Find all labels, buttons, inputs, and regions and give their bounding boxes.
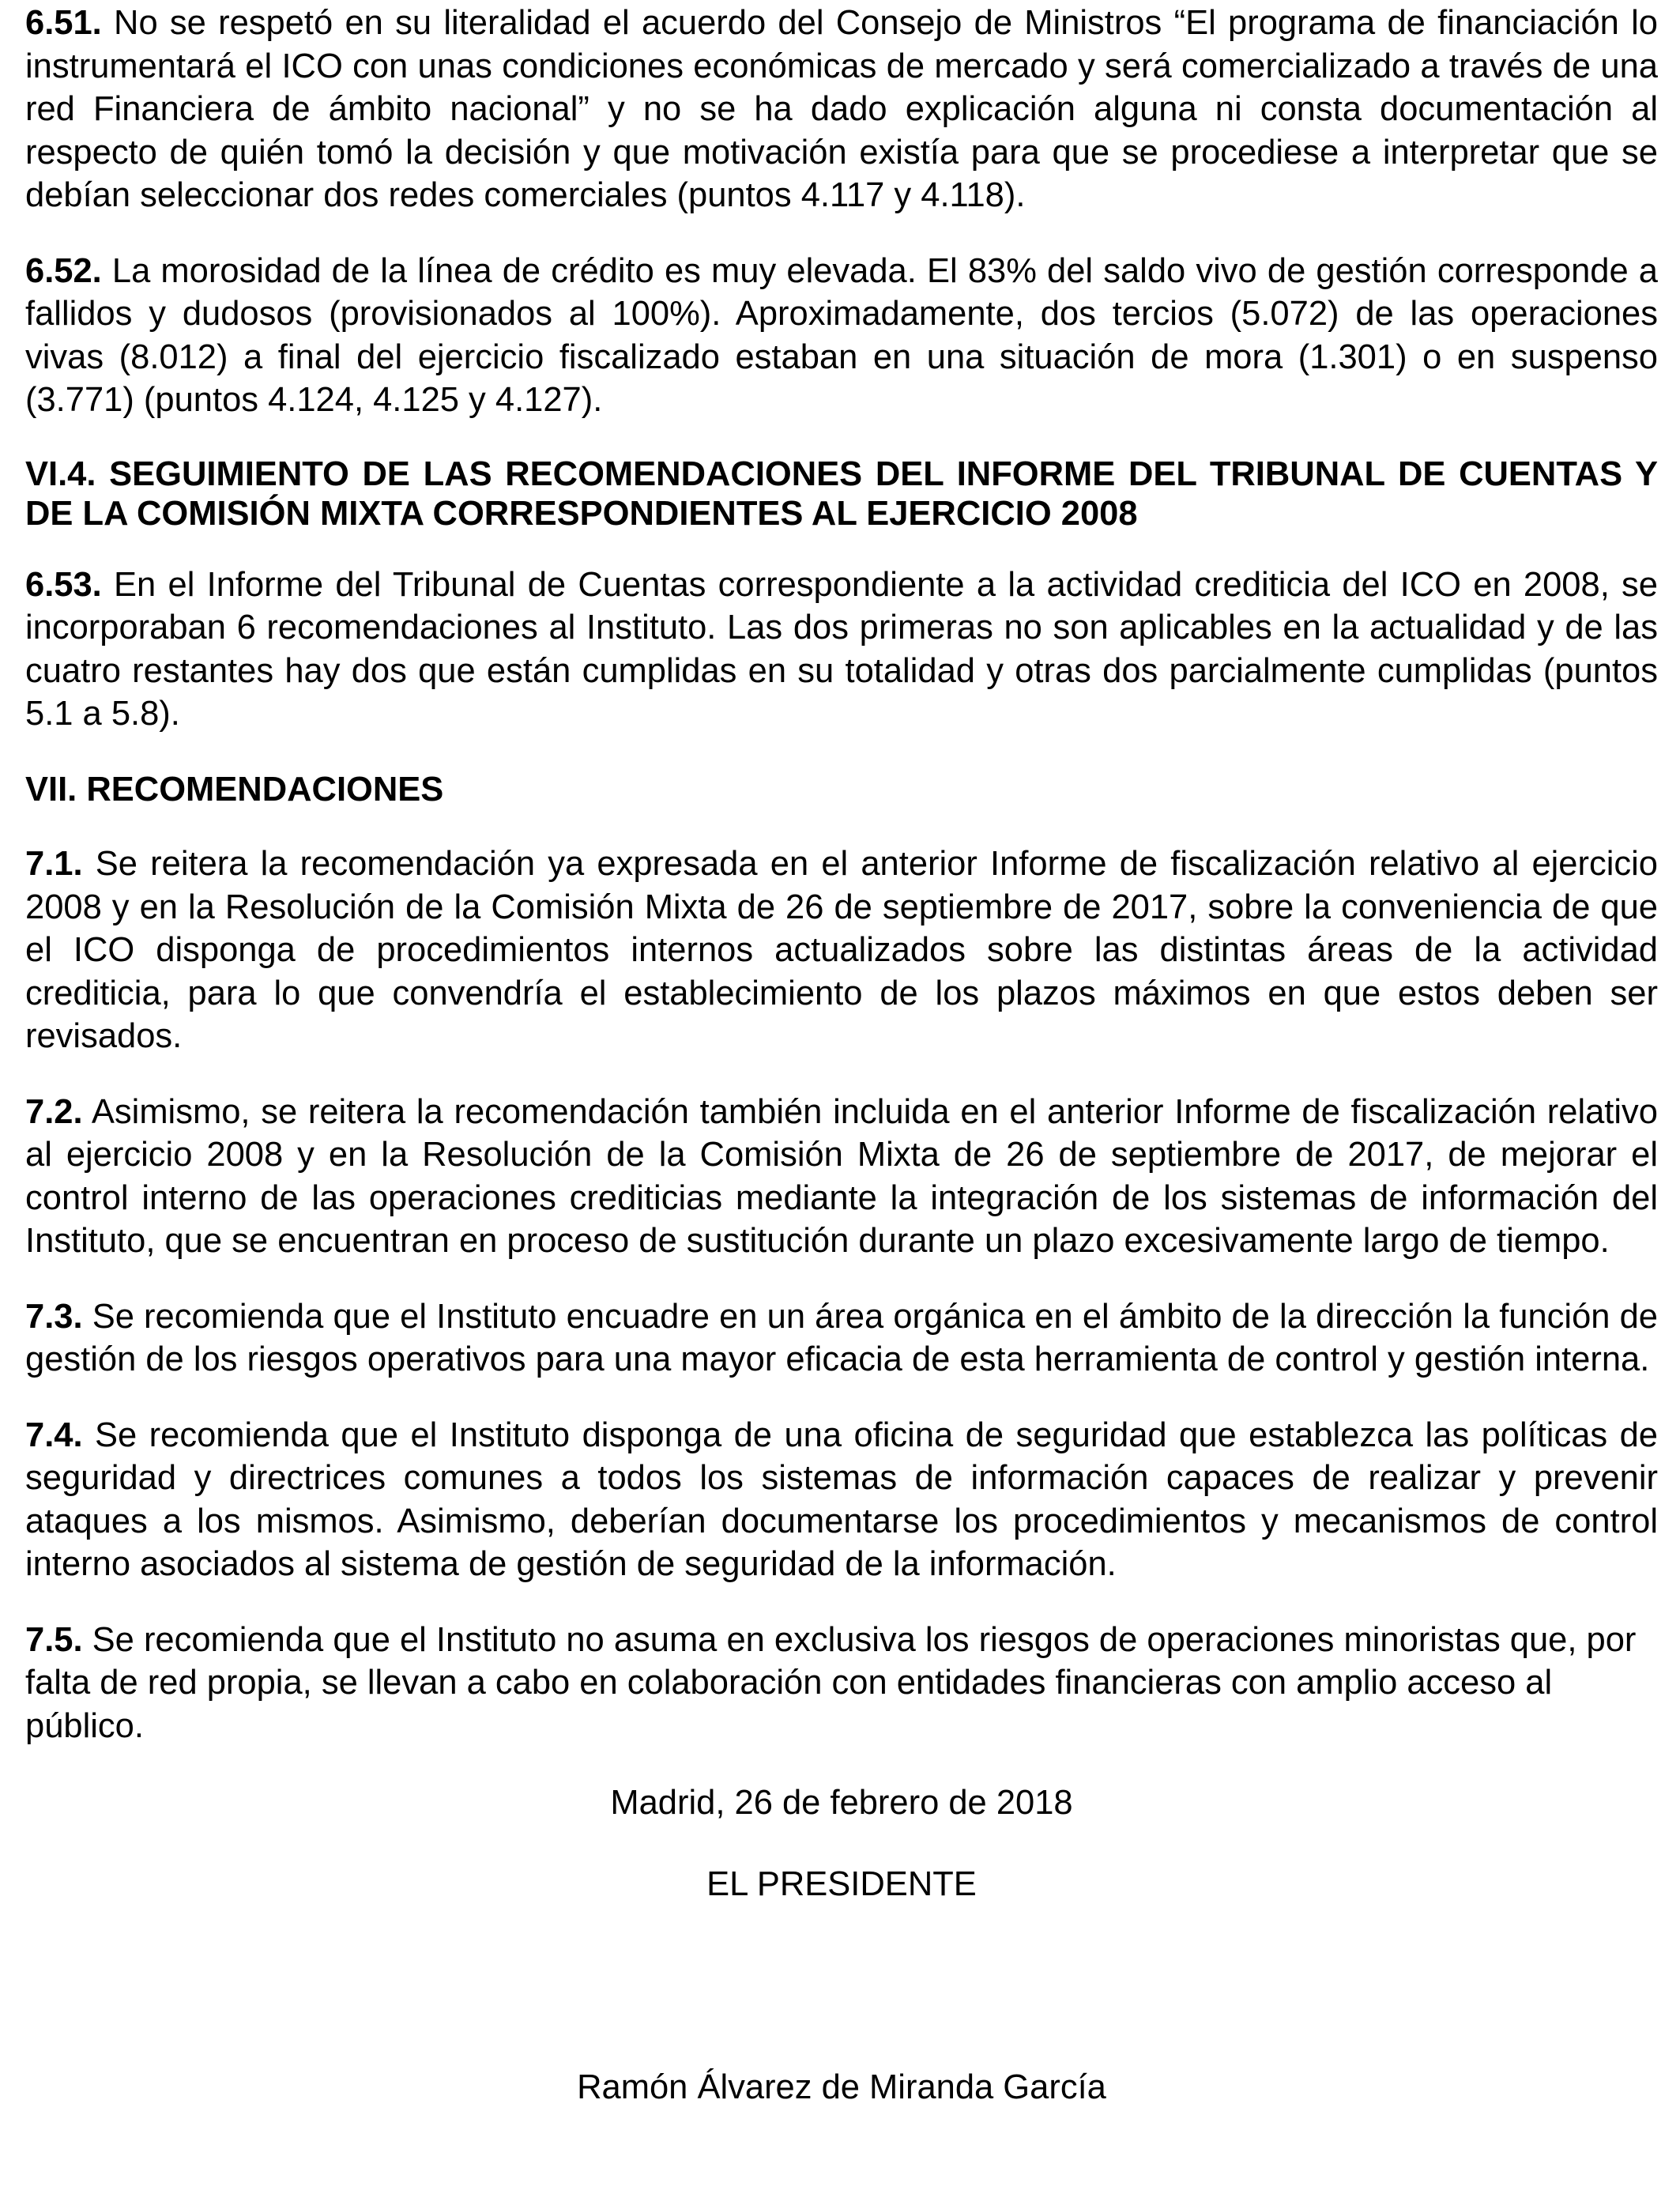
paragraph-number: 6.51.	[25, 4, 102, 42]
recommendation-7-1	[25, 843, 1658, 1058]
paragraph-6-52	[25, 250, 1658, 422]
recommendation-number: 7.5.	[25, 1620, 83, 1659]
paragraph-text: En el Informe del Tribunal de Cuentas correspondiente a la actividad crediticia del ICO en 2008, se incorporaban 6 recomendaciones al Instituto. Las dos primeras no son aplicables en la actualidad y de las cuatro restantes hay dos que están cumplidas en su totalidad y otras dos parcialmente cumplidas (puntos 5.1 a 5.8).	[25, 565, 1658, 733]
recommendation-number: 7.4.	[25, 1416, 83, 1454]
recommendation-text: Se recomienda que el Instituto encuadre en un área orgánica en el ámbito de la dirección la función de gestión de los riesgos operativos para una mayor eficacia de esta herramienta de control y gestión interna.	[25, 1297, 1658, 1378]
paragraph-number: 6.53.	[25, 565, 102, 604]
recommendation-7-5	[25, 1619, 1658, 1748]
signatory-role: EL PRESIDENTE	[706, 1864, 977, 1903]
recommendation-number: 7.1.	[25, 845, 83, 883]
recommendation-number: 7.3.	[25, 1297, 83, 1336]
paragraph-number: 6.52.	[25, 251, 102, 290]
recommendation-7-3	[25, 1295, 1658, 1382]
recommendation-text: Asimismo, se reitera la recomendación también incluida en el anterior Informe de fiscalización relativo al ejercicio 2008 y en la Resolución de la Comisión Mixta de 26 de septiembre de 2017, de mejorar el control interno de las operaciones crediticias mediante la integración de los sistemas de información del Instituto, que se encuentran en proceso de sustitución durante un plazo excesivamente largo de tiempo.	[25, 1092, 1658, 1260]
document-page	[25, 0, 1658, 2109]
section-heading-vi4: VI.4. SEGUIMIENTO DE LAS RECOMENDACIONES DEL INFORME DEL TRIBUNAL DE CUENTAS Y DE LA COMISIÓN MIXTA CORRESPONDIENTES AL EJERCICIO 2008	[25, 454, 1658, 533]
recommendation-7-2	[25, 1091, 1658, 1263]
recommendation-text: Se reitera la recomendación ya expresada en el anterior Informe de fiscalización relativo al ejercicio 2008 y en la Resolución de la Comisión Mixta de 26 de septiembre de 2017, sobre la conveniencia de que el ICO disponga de procedimientos internos actualizados sobre las distintas áreas de la actividad crediticia, para lo que convendría el establecimiento de los plazos máximos en que estos deben ser revisados.	[25, 845, 1658, 1055]
paragraph-6-53	[25, 564, 1658, 736]
recommendation-7-4	[25, 1414, 1658, 1586]
paragraph-6-51	[25, 2, 1658, 217]
signatory-name: Ramón Álvarez de Miranda García	[577, 2068, 1106, 2106]
recommendation-number: 7.2.	[25, 1092, 83, 1131]
section-heading-vii: VII. RECOMENDACIONES	[25, 770, 444, 809]
paragraph-text: La morosidad de la línea de crédito es muy elevada. El 83% del saldo vivo de gestión corresponde a fallidos y dudosos (provisionados al 100%). Aproximadamente, dos tercios (5.072) de las operaciones vivas (8.012) a final del ejercicio fiscalizado estaban en una situación de mora (1.301) o en suspenso (3.771) (puntos 4.124, 4.125 y 4.127).	[25, 251, 1658, 419]
recommendation-text: Se recomienda que el Instituto disponga de una oficina de seguridad que establezca las políticas de seguridad y directrices comunes a todos los sistemas de información capaces de realizar y prevenir ataques a los mismos. Asimismo, deberían documentarse los procedimientos y mecanismos de control interno asociados al sistema de gestión de seguridad de la información.	[25, 1416, 1658, 1583]
paragraph-text: No se respetó en su literalidad el acuerdo del Consejo de Ministros “El programa de financiación lo instrumentará el ICO con unas condiciones económicas de mercado y será comercializado a través de una red Financiera de ámbito nacional” y no se ha dado explicación alguna ni consta documentación al respecto de quién tomó la decisión y que motivación existía para que se procediese a interpretar que se debían seleccionar dos redes comerciales (puntos 4.117 y 4.118).	[25, 4, 1658, 214]
recommendation-text: Se recomienda que el Instituto no asuma en exclusiva los riesgos de operaciones minoristas que, por falta de red propia, se llevan a cabo en colaboración con entidades financieras con amplio acceso al público.	[25, 1620, 1637, 1745]
place-date: Madrid, 26 de febrero de 2018	[610, 1784, 1073, 1822]
